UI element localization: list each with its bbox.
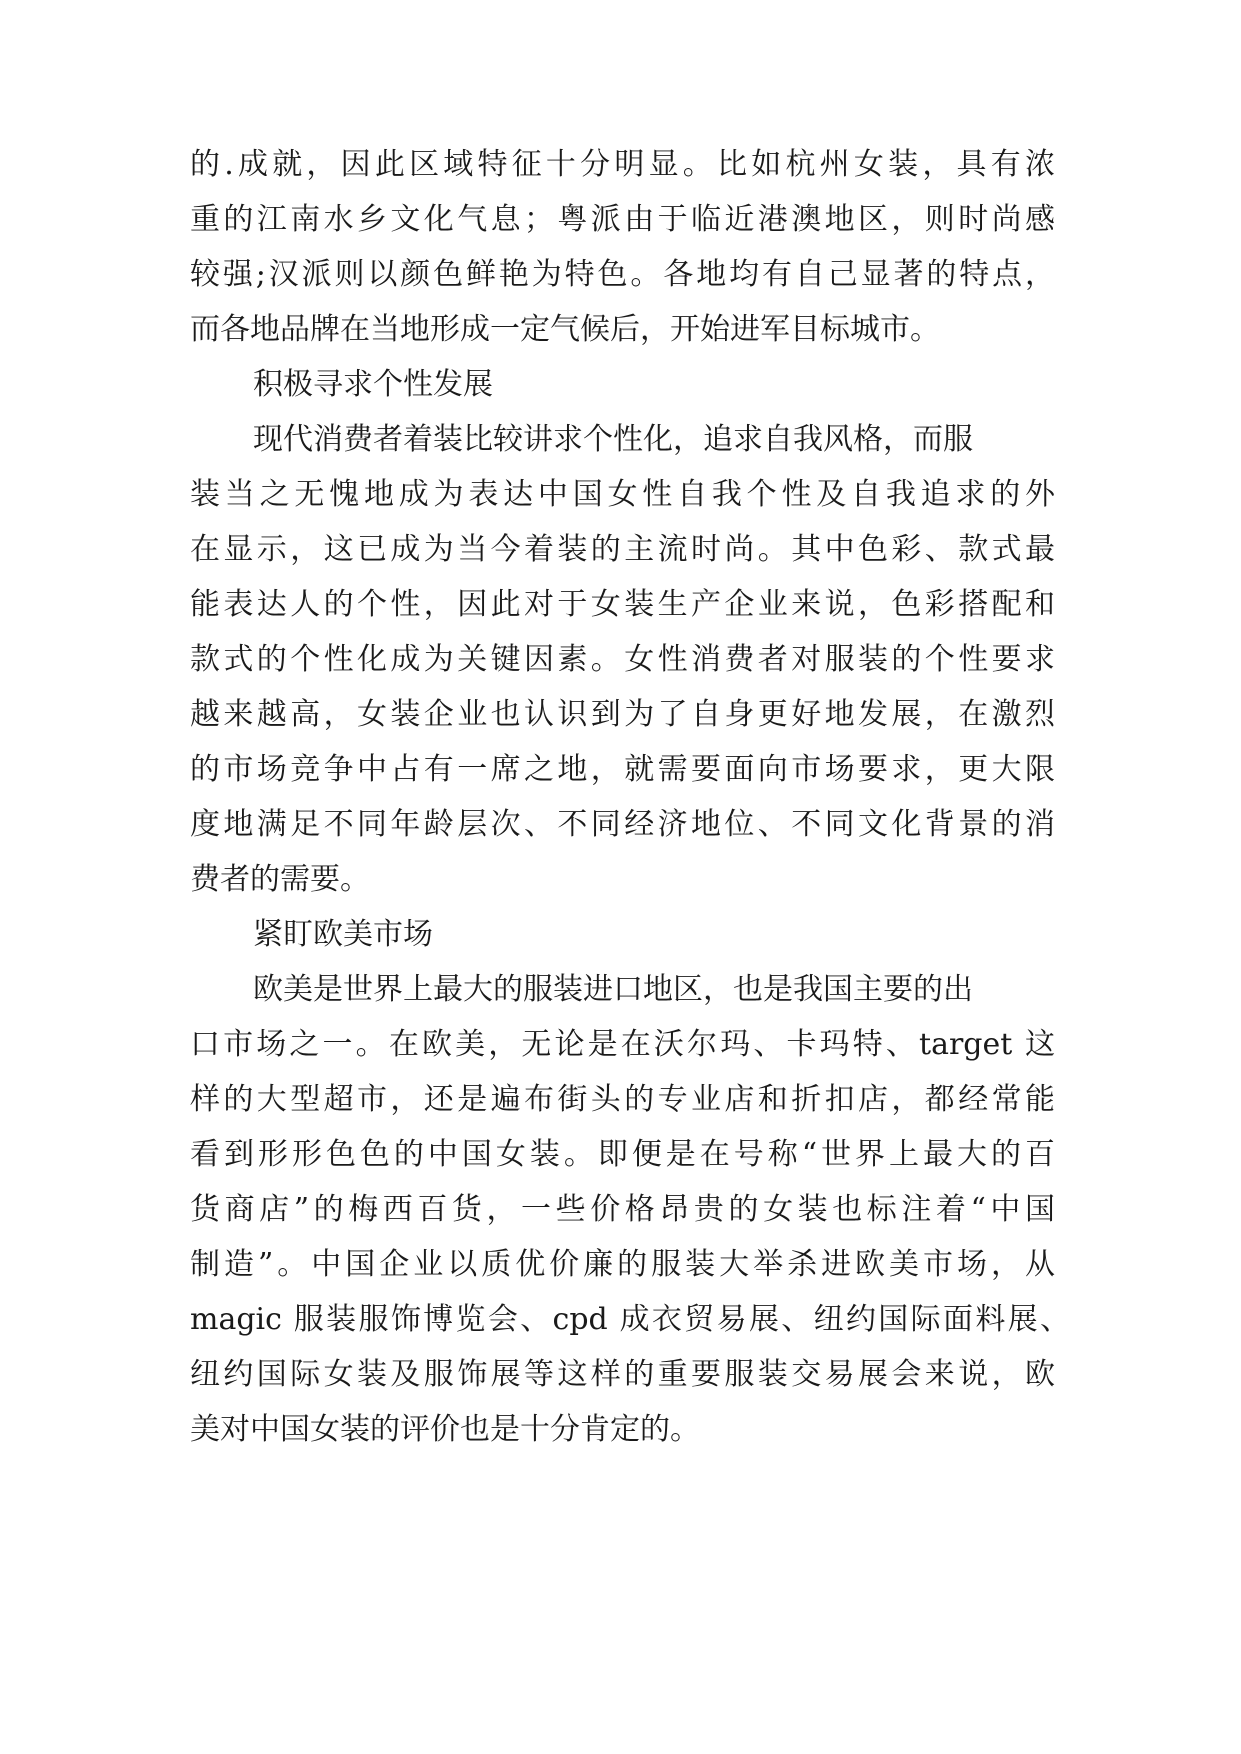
text-line <box>190 475 1055 515</box>
text-line: 欧美是世界上最大的服装进口地区，也是我国主要的出 <box>253 972 973 1007</box>
text-line <box>190 1135 1055 1175</box>
text-line-content: 的市场竞争中占有一席之地，就需要面向市场要求，更大限 <box>190 752 1055 787</box>
text-line <box>190 695 1055 735</box>
text-line <box>190 145 1055 185</box>
text-line-content: 的.成就，因此区域特征十分明显。比如杭州女装，具有浓 <box>190 147 1055 182</box>
section-heading: 紧盯欧美市场 <box>253 917 433 952</box>
text-line-content: 能表达人的个性，因此对于女装生产企业来说，色彩搭配和 <box>190 587 1055 622</box>
text-line <box>190 200 1055 240</box>
text-line-content: 货商店”的梅西百货，一些价格昂贵的女装也标注着“中国 <box>190 1192 1055 1227</box>
text-line-content: 制造”。中国企业以质优价廉的服装大举杀进欧美市场，从 <box>190 1247 1055 1282</box>
text-line-content: 纽约国际女装及服饰展等这样的重要服装交易展会来说，欧 <box>190 1357 1055 1392</box>
text-line <box>190 585 1055 625</box>
text-line-content: 看到形形色色的中国女装。即便是在号称“世界上最大的百 <box>190 1137 1055 1172</box>
text-line-content: magic 服装服饰博览会、cpd 成衣贸易展、纽约国际面料展、 <box>190 1302 1070 1337</box>
text-line <box>190 1025 1055 1065</box>
text-line <box>190 1355 1055 1395</box>
text-line <box>190 1300 1070 1340</box>
text-line: 美对中国女装的评价也是十分肯定的。 <box>190 1412 700 1447</box>
text-line-content: 在显示，这已成为当今着装的主流时尚。其中色彩、款式最 <box>190 532 1055 567</box>
text-line-content: 装当之无愧地成为表达中国女性自我个性及自我追求的外 <box>190 477 1055 512</box>
text-line: 而各地品牌在当地形成一定气候后，开始进军目标城市。 <box>190 312 940 347</box>
text-line <box>190 1190 1055 1230</box>
text-line-content: 款式的个性化成为关键因素。女性消费者对服装的个性要求 <box>190 642 1055 677</box>
text-line-content: 较强;汉派则以颜色鲜艳为特色。各地均有自己显著的特点， <box>190 257 1055 292</box>
text-line <box>190 805 1055 845</box>
text-line <box>190 1080 1055 1120</box>
text-line-content: 度地满足不同年龄层次、不同经济地位、不同文化背景的消 <box>190 807 1055 842</box>
text-line <box>190 1245 1055 1285</box>
text-line-content: 口市场之一。在欧美，无论是在沃尔玛、卡玛特、target 这 <box>190 1027 1055 1062</box>
text-line <box>190 640 1055 680</box>
text-line <box>190 750 1055 790</box>
text-line-content: 重的江南水乡文化气息；粤派由于临近港澳地区，则时尚感 <box>190 202 1055 237</box>
text-line-content: 样的大型超市，还是遍布街头的专业店和折扣店，都经常能 <box>190 1082 1055 1117</box>
section-heading: 积极寻求个性发展 <box>253 367 493 402</box>
text-line <box>190 530 1055 570</box>
text-line: 现代消费者着装比较讲求个性化，追求自我风格，而服 <box>253 422 973 457</box>
text-line <box>190 255 1055 295</box>
text-line: 费者的需要。 <box>190 862 370 897</box>
text-line-content: 越来越高，女装企业也认识到为了自身更好地发展，在激烈 <box>190 697 1055 732</box>
